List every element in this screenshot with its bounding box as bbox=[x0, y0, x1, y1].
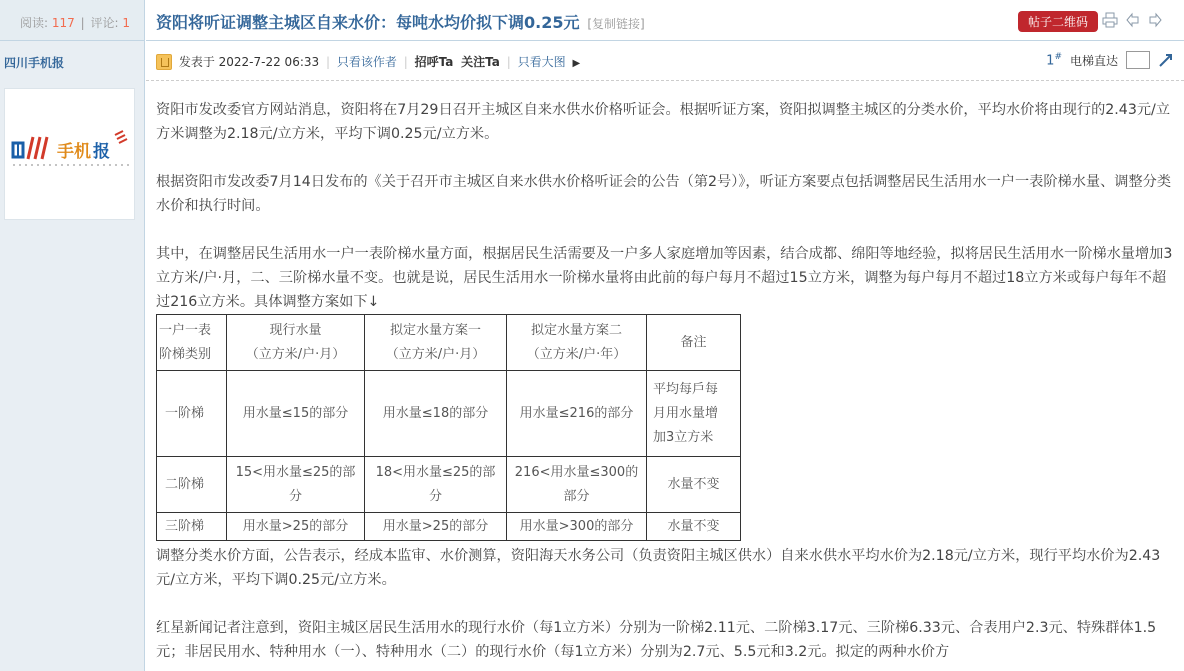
table-cell: 用水量>25的部分 bbox=[365, 513, 507, 541]
table-cell: 一阶梯 bbox=[157, 371, 227, 457]
table-cell: 用水量≤216的部分 bbox=[507, 371, 647, 457]
print-icon[interactable] bbox=[1102, 12, 1118, 28]
table-cell: 平均每戶每 月用水量增 加3立方米 bbox=[647, 371, 741, 457]
comment-label: 评论: bbox=[90, 16, 119, 30]
floor-jump bbox=[1046, 51, 1174, 69]
table-header-cell: 现行水量 （立方米/户·月） bbox=[227, 315, 365, 371]
post-stats bbox=[0, 0, 144, 41]
table-cell: 216<用水量≤300的 部分 bbox=[507, 457, 647, 513]
table-cell: 二阶梯 bbox=[157, 457, 227, 513]
paragraph-2: 根据资阳市发改委7月14日发布的《关于召开市主城区自来水供水价格听证会的公告（第2号）》，听证方案要点包括调整居民生活用水一户一表阶梯水量、调整分类水价和执行时间。 bbox=[156, 174, 1172, 214]
stats-divider: | bbox=[80, 16, 85, 30]
next-thread-icon[interactable] bbox=[1148, 12, 1162, 28]
author-name[interactable]: 四川手机报 bbox=[4, 56, 65, 70]
post-meta-bar: 发表于 2022-7-22 06:33 | 只看该作者 | 招呼Ta 关注Ta | 只看大图 ▶ 1# 电梯直达 bbox=[146, 41, 1184, 81]
greet-link[interactable]: 招呼Ta bbox=[414, 55, 454, 69]
prev-thread-icon[interactable] bbox=[1126, 12, 1140, 28]
table-header-cell: 备注 bbox=[647, 315, 741, 371]
table-cell: 三阶梯 bbox=[157, 513, 227, 541]
caret-right-icon[interactable]: ▶ bbox=[572, 58, 581, 69]
jump-label: 电梯直达 bbox=[1069, 53, 1118, 68]
table-cell: 15<用水量≤25的部 分 bbox=[227, 457, 365, 513]
floor-number[interactable] bbox=[1046, 52, 1062, 68]
sichuan-mobile-news-logo bbox=[11, 129, 131, 173]
table-cell: 用水量≤18的部分 bbox=[365, 371, 507, 457]
read-count: 117 bbox=[51, 16, 75, 30]
table-cell: 用水量>25的部分 bbox=[227, 513, 365, 541]
only-author-link[interactable]: 只看该作者 bbox=[336, 55, 397, 69]
qr-code-button[interactable]: 帖子二维码 bbox=[1018, 11, 1098, 32]
comment-count: 1 bbox=[122, 16, 130, 30]
post-time: 发表于 2022-7-22 06:33 bbox=[178, 55, 320, 69]
title-tools bbox=[1102, 12, 1162, 28]
table-cell: 水量不变 bbox=[647, 513, 741, 541]
water-tier-table bbox=[156, 314, 741, 541]
svg-text:报: 报 bbox=[93, 142, 110, 162]
paragraph-4: 调整分类水价方面，公告表示，经成本监审、水价测算，资阳海天水务公司（负责资阳主城区供水）自来水供水平均水价为2.18元/立方米，现行平均水价为2.43元/立方米，平均下调0.25元/立方米。 bbox=[156, 548, 1161, 588]
read-label: 阅读: bbox=[20, 16, 49, 30]
title-bar bbox=[146, 0, 1184, 41]
go-arrow-icon[interactable] bbox=[1158, 52, 1174, 68]
post-content bbox=[156, 98, 1176, 664]
online-status-icon bbox=[156, 54, 172, 70]
table-cell: 水量不变 bbox=[647, 457, 741, 513]
jump-floor-input[interactable] bbox=[1126, 51, 1150, 69]
paragraph-5: 红星新闻记者注意到，资阳主城区居民生活用水的现行水价（每1立方米）分别为一阶梯2.11元、二阶梯3.17元、三阶梯6.33元、合表用户2.3元、特殊群体1.5元；非居民用水、特种用水（一）、特种用水（二）的现行水价（每1立方米）分别为2.7元、5.5元和3.2元。拟定的两种水价方 bbox=[156, 620, 1157, 660]
table-header-row bbox=[157, 315, 741, 371]
table-row bbox=[157, 371, 741, 457]
table-header-cell: 拟定水量方案一 （立方米/户·月） bbox=[365, 315, 507, 371]
table-header-cell: 拟定水量方案二 （立方米/户·年） bbox=[507, 315, 647, 371]
post-main bbox=[146, 0, 1184, 671]
table-cell: 用水量≤15的部分 bbox=[227, 371, 365, 457]
author-sidebar bbox=[0, 0, 145, 671]
floor-value: 1 bbox=[1046, 53, 1055, 69]
paragraph-1: 资阳市发改委官方网站消息，资阳将在7月29日召开主城区自来水供水价格听证会。根据听证方案，资阳拟调整主城区的分类水价，平均水价将由现行的2.43元/立方米调整为2.18元/立方米，平均下调0.25元/立方米。 bbox=[156, 102, 1171, 142]
table-header-cell: 一户一表 阶梯类别 bbox=[157, 315, 227, 371]
table-row bbox=[157, 457, 741, 513]
table-cell: 用水量>300的部分 bbox=[507, 513, 647, 541]
post-title: 资阳将听证调整主城区自来水价：每吨水均价拟下调0.25元 bbox=[156, 13, 580, 32]
copy-link[interactable]: [复制链接] bbox=[587, 17, 645, 31]
follow-link[interactable]: 关注Ta bbox=[461, 55, 500, 69]
floor-suffix: # bbox=[1054, 51, 1062, 62]
only-big-images-link[interactable]: 只看大图 bbox=[517, 55, 566, 69]
table-row bbox=[157, 513, 741, 541]
author-avatar[interactable] bbox=[4, 88, 135, 220]
paragraph-3: 其中，在调整居民生活用水一户一表阶梯水量方面，根据居民生活需要及一户多人家庭增加等因素，结合成都、绵阳等地经验，拟将居民生活用水一阶梯水量增加3立方米/户·月，二、三阶梯水量不变。也就是说，居民生活用水一阶梯水量将由此前的每户每月不超过15立方米，调整为每户每月不超过18立方米或每户每年不超过216立方米。具体调整方案如下↓ bbox=[156, 246, 1173, 310]
table-cell: 18<用水量≤25的部 分 bbox=[365, 457, 507, 513]
svg-text:手机: 手机 bbox=[57, 142, 91, 162]
